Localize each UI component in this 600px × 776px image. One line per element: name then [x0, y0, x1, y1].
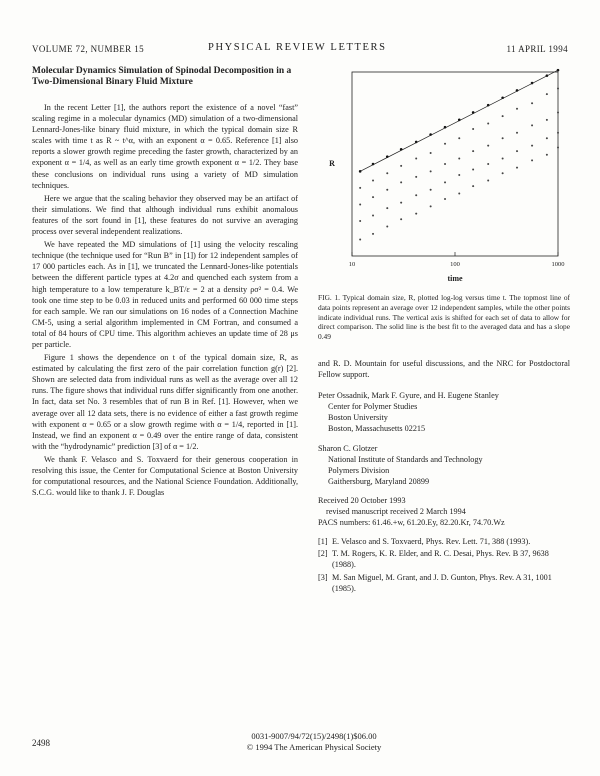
- data-point: [400, 202, 402, 204]
- paragraph: Here we argue that the scaling behavior they observed may be an artifact of their simulations. We find that although individual runs exhibit anomalous features of the sort found in [1], these features do not survive an averaging process over several independent realizations.: [32, 193, 298, 237]
- reference-item: [1] E. Velasco and S. Toxvaerd, Phys. Rev. Lett. 71, 388 (1993).: [318, 537, 531, 547]
- data-point: [502, 115, 504, 117]
- data-point: [386, 207, 388, 209]
- data-point: [472, 185, 474, 187]
- data-point: [430, 205, 432, 207]
- data-point: [531, 159, 533, 161]
- data-point: [372, 233, 374, 235]
- data-point: [458, 137, 460, 139]
- data-point: [472, 150, 474, 152]
- x-tick-label: 1000: [551, 261, 565, 268]
- data-point: [546, 154, 548, 156]
- data-point: [502, 172, 504, 174]
- data-point: [444, 163, 446, 165]
- data-point: [531, 124, 533, 126]
- affiliation-line: Boston University: [328, 413, 388, 423]
- plot-frame: [352, 72, 558, 256]
- affiliation-line: Polymers Division: [328, 465, 390, 475]
- figure-1-plot: [318, 66, 568, 286]
- data-point: [359, 238, 361, 240]
- affiliation-line: Center for Polymer Studies: [328, 402, 418, 412]
- data-point: [472, 169, 474, 171]
- affiliation-line: National Institute of Standards and Technology: [328, 454, 483, 464]
- data-point: [386, 172, 388, 174]
- series-3: [359, 132, 559, 222]
- x-tick-label: 10: [348, 261, 356, 268]
- data-point: [546, 119, 548, 121]
- data-point: [372, 196, 374, 198]
- data-point: [516, 150, 518, 152]
- data-point: [415, 176, 417, 178]
- data-point: [359, 203, 361, 205]
- article-title: Molecular Dynamics Simulation of Spinodal Decomposition in a Two-Dimensional Binary Fluid Mixture: [32, 66, 292, 87]
- data-point: [415, 194, 417, 196]
- reference-item: [2] T. M. Rogers, K. R. Elder, and R. C. Desai, Phys. Rev. B 37, 9638 (1988).: [318, 549, 549, 570]
- data-point: [516, 167, 518, 169]
- volume-number: VOLUME 72, NUMBER 15: [32, 44, 145, 54]
- data-point: [546, 137, 548, 139]
- data-point: [372, 215, 374, 217]
- data-point: [458, 157, 460, 159]
- data-point: [458, 192, 460, 194]
- received-info: [318, 495, 570, 528]
- data-point: [502, 157, 504, 159]
- y-axis-label: R: [329, 159, 335, 168]
- left-column: [32, 66, 298, 500]
- data-point: [359, 187, 361, 189]
- paragraph: In the recent Letter [1], the authors report the existence of a novel “fast” scaling regime in a molecular dynamics (MD) simulation of a two-dimensional Lennard-Jones-like binary fluid mixture, in which the typical domain size R scales with time t as R ~ t^α, with an exponent α = 0.65. Reference [1] also reports a slower growth regime preceding the faster growth, characterized by an exponent α = 1/4, as well as an early time growth exponent α = 1/2. They base these conclusions on individual runs using a variety of MD simulation techniques.: [32, 103, 298, 190]
- journal-name: PHYSICAL REVIEW LETTERS: [208, 42, 387, 53]
- paragraph: We have repeated the MD simulations of [1] using the velocity rescaling technique (the technique used for “Run B” in [1]) for 12 independent samples of 17 000 particles each. As in [1], we truncated the Lennard-Jones-like potentials between the different particle types at 4.2σ and quenched each system from a high temperature to a low temperature k_BT/ε = 2 at a density ρσ² = 0.4. We took one time step to be 0.03 in reduced units and performed 60 000 time steps for each sample. We ran our simulations on 16 nodes of a Connection Machine CM-5, using a serial algorithm implemented in CM Fortran, and consumed a total of 84 hours of CPU time. This algorithm achieves an update time of 28 μs per particle.: [32, 240, 298, 349]
- data-point: [386, 189, 388, 191]
- data-point: [487, 123, 489, 125]
- data-point: [516, 132, 518, 134]
- data-point: [557, 146, 559, 148]
- copyright: © 1994 The American Physical Society: [246, 742, 382, 752]
- data-point: [531, 102, 533, 104]
- data-point: [472, 128, 474, 130]
- author-block-2: [318, 443, 570, 487]
- data-point: [557, 111, 559, 113]
- data-point: [444, 198, 446, 200]
- issue-date: 11 APRIL 1994: [506, 44, 568, 54]
- figure-caption: FIG. 1. Typical domain size, R, plotted log-log versus time t. The topmost line of data points represent an average over 12 independent samples, while the other points indicate individual runs. The vertical axis is shifted for each set of data to allow for direct comparison. The solid line is the best fit to the averaged data and has a slope 0.49: [318, 293, 570, 342]
- data-point: [359, 220, 361, 222]
- data-point: [487, 180, 489, 182]
- data-point: [487, 163, 489, 165]
- data-point: [531, 145, 533, 147]
- series-1: [359, 88, 559, 189]
- data-point: [546, 93, 548, 95]
- data-point: [557, 132, 559, 134]
- data-point: [415, 213, 417, 215]
- data-point: [444, 181, 446, 183]
- data-point: [430, 170, 432, 172]
- right-column: [318, 358, 570, 595]
- reference-item: [3] M. San Miguel, M. Grant, and J. D. Gunton, Phys. Rev. A 31, 1001 (1985).: [318, 572, 552, 593]
- data-point: [458, 174, 460, 176]
- page-number: 2498: [32, 738, 50, 748]
- affiliation-line: Boston, Massachusetts 02215: [328, 424, 426, 434]
- author-names: Sharon C. Glotzer: [318, 443, 378, 453]
- acknowledgment-continuation: and R. D. Mountain for useful discussions, and the NRC for Postdoctoral Fellow support.: [318, 359, 570, 380]
- data-point: [430, 189, 432, 191]
- author-names: Peter Ossadnik, Mark F. Gyure, and H. Eugene Stanley: [318, 391, 499, 401]
- affiliation-line: Gaithersburg, Maryland 20899: [328, 476, 430, 486]
- paragraph: We thank F. Velasco and S. Toxvaerd for their generous cooperation in resolving this issue, the Center for Computational Science at Boston University for computational resources, and the National Science Foundation. Additionally, S.C.G. would like to thank J. F. Douglas: [32, 454, 298, 498]
- data-point: [400, 165, 402, 167]
- revised-date: revised manuscript received 2 March 1994: [326, 507, 466, 517]
- data-point: [400, 218, 402, 220]
- data-point: [557, 88, 559, 90]
- x-axis-label: time: [447, 274, 463, 283]
- data-point: [400, 181, 402, 183]
- data-point: [502, 137, 504, 139]
- series-2: [359, 111, 559, 205]
- paragraph: Figure 1 shows the dependence on t of the typical domain size, R, as estimated by calculating the first zero of the pair correlation function g(r) [2]. Shown are selected data from individual runs as well as the average over all 12 runs. The figure shows that individual runs differ significantly from one another. In fact, data set No. 3 resembles that of run B in Ref. [1]. However, when we average over all 12 data sets, there is no evidence of either a fast growth regime with exponent α = 0.65 or a slow growth regime with α = 1/4, reported in [1]. Instead, we find an exponent α = 0.49 over the entire range of data, consistent with the “hydrodynamic” prediction [3] of α = 1/2.: [32, 353, 298, 451]
- data-point: [415, 157, 417, 159]
- reference-list: [318, 536, 570, 593]
- data-point: [444, 143, 446, 145]
- data-point: [487, 145, 489, 147]
- data-point: [516, 108, 518, 110]
- fit-line: [360, 70, 558, 171]
- data-point: [386, 226, 388, 228]
- data-point: [430, 152, 432, 154]
- author-block-1: [318, 390, 570, 434]
- pacs-numbers: PACS numbers: 61.46.+w, 61.20.Ey, 82.20.Kr, 74.70.Wz: [318, 518, 505, 528]
- series-4: [359, 146, 559, 240]
- article-code: 0031-9007/94/72(15)/2498(1)$06.00: [251, 731, 377, 741]
- data-point: [372, 180, 374, 182]
- received-date: Received 20 October 1993: [318, 495, 406, 505]
- footer: [214, 731, 414, 753]
- x-tick-label: 100: [450, 261, 460, 268]
